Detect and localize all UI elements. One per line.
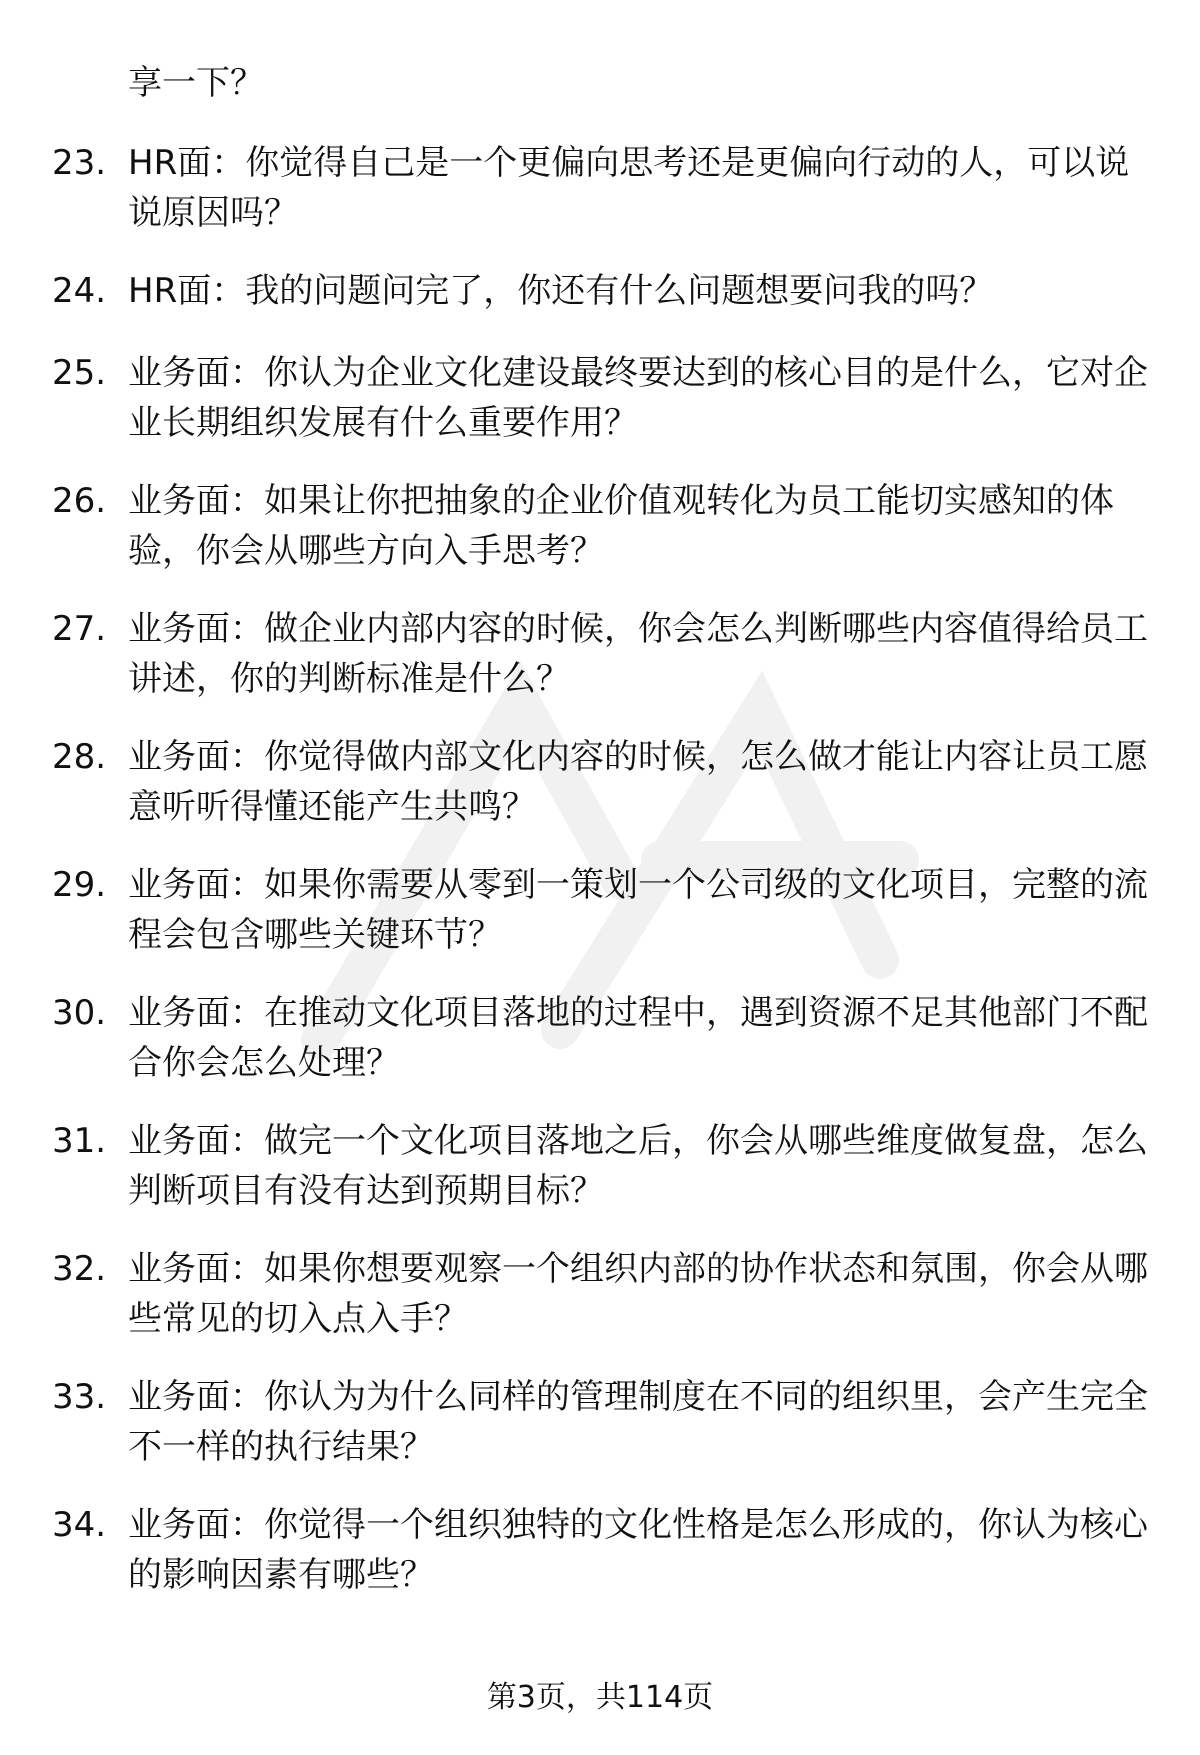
- question-item: [0, 732, 1200, 860]
- question-item: [0, 1372, 1200, 1500]
- question-text: 业务面：你认为为什么同样的管理制度在不同的组织里，会产生完全不一样的执行结果？: [128, 1377, 1148, 1467]
- question-text: 业务面：如果你需要从零到一策划一个公司级的文化项目，完整的流程会包含哪些关键环节？: [128, 865, 1148, 955]
- question-number: 27.: [52, 609, 107, 649]
- question-number: 33.: [52, 1377, 107, 1417]
- question-text: 业务面：如果让你把抽象的企业价值观转化为员工能切实感知的体验，你会从哪些方向入手思考？: [128, 481, 1114, 571]
- question-text: HR面：你觉得自己是一个更偏向思考还是更偏向行动的人，可以说说原因吗？: [128, 143, 1130, 233]
- question-number: 31.: [52, 1121, 107, 1161]
- question-text: 业务面：你觉得一个组织独特的文化性格是怎么形成的，你认为核心的影响因素有哪些？: [128, 1505, 1148, 1595]
- question-number: 23.: [52, 143, 107, 183]
- question-text: 业务面：在推动文化项目落地的过程中，遇到资源不足其他部门不配合你会怎么处理？: [128, 993, 1148, 1083]
- question-text: 业务面：如果你想要观察一个组织内部的协作状态和氛围，你会从哪些常见的切入点入手？: [128, 1249, 1148, 1339]
- question-item: [0, 348, 1200, 476]
- question-item: [0, 1116, 1200, 1244]
- question-item: [0, 988, 1200, 1116]
- question-number: 26.: [52, 481, 107, 521]
- question-item: [0, 138, 1200, 266]
- question-number: 34.: [52, 1505, 107, 1545]
- question-number: 32.: [52, 1249, 107, 1289]
- question-number: 29.: [52, 865, 107, 905]
- question-list: [0, 138, 1200, 1628]
- question-item: [0, 266, 1200, 348]
- question-item: [0, 1244, 1200, 1372]
- question-number: 24.: [52, 271, 107, 311]
- question-item: [0, 604, 1200, 732]
- question-text: HR面：我的问题问完了，你还有什么问题想要问我的吗？: [128, 271, 994, 311]
- question-item: [0, 1500, 1200, 1628]
- question-number: 28.: [52, 737, 107, 777]
- question-item: [0, 860, 1200, 988]
- question-item: [0, 476, 1200, 604]
- question-text: 业务面：你觉得做内部文化内容的时候，怎么做才能让内容让员工愿意听听得懂还能产生共鸣？: [128, 737, 1148, 827]
- page-footer: 第3页，共114页: [486, 1680, 714, 1715]
- question-number: 30.: [52, 993, 107, 1033]
- question-text: 业务面：做完一个文化项目落地之后，你会从哪些维度做复盘，怎么判断项目有没有达到预期目标？: [128, 1121, 1148, 1211]
- question-text: 业务面：做企业内部内容的时候，你会怎么判断哪些内容值得给员工讲述，你的判断标准是什么？: [128, 609, 1148, 699]
- question-number: 25.: [52, 353, 107, 393]
- question-text: 业务面：你认为企业文化建设最终要达到的核心目的是什么，它对企业长期组织发展有什么重要作用？: [128, 353, 1148, 443]
- continuation-text: 享一下？: [128, 63, 264, 103]
